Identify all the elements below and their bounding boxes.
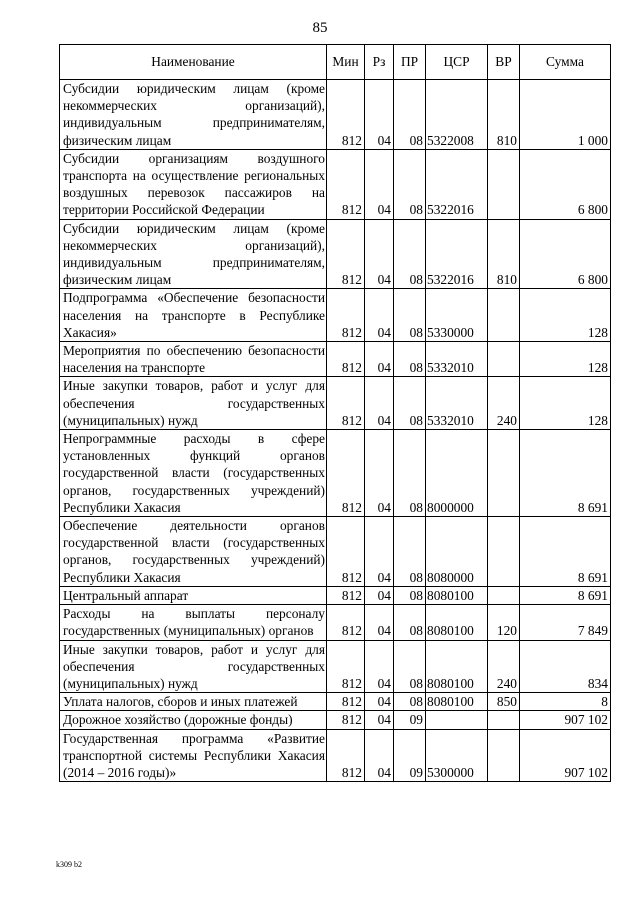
cell-rz: 04 [365,430,394,517]
page-number: 85 [312,20,328,36]
cell-rz: 04 [365,693,394,711]
cell-sum: 907 102 [520,711,611,729]
cell-pr: 08 [394,430,426,517]
cell-name: Обеспечение деятельности органов государственной власти (государственных органов, государственных учреждений) Республики Хакасия [60,517,327,587]
cell-vr: 810 [488,219,520,289]
cell-sum: 8 691 [520,586,611,604]
cell-name: Дорожное хозяйство (дорожные фонды) [60,711,327,729]
header-vr: ВР [488,45,520,80]
table-row [60,80,611,150]
header-pr: ПР [394,45,426,80]
cell-pr: 08 [394,80,426,150]
cell-vr: 810 [488,80,520,150]
cell-vr [488,711,520,729]
cell-rz: 04 [365,640,394,693]
cell-pr: 08 [394,586,426,604]
cell-min: 812 [327,342,365,377]
cell-vr: 850 [488,693,520,711]
cell-sum: 8 691 [520,517,611,587]
cell-name: Подпрограмма «Обеспечение безопасности населения на транспорте в Республике Хакасия» [60,289,327,342]
header-csr: ЦСР [426,45,488,80]
cell-min: 812 [327,640,365,693]
cell-vr [488,729,520,782]
cell-name: Мероприятия по обеспечению безопасности населения на транспорте [60,342,327,377]
cell-pr: 08 [394,693,426,711]
cell-rz: 04 [365,586,394,604]
table-row [60,219,611,289]
cell-csr: 8080100 [426,640,488,693]
cell-vr: 240 [488,377,520,430]
cell-name: Субсидии организациям воздушного транспорта на осуществление региональных воздушных перевозок пассажиров на территории Российской Федерации [60,149,327,219]
table-row [60,342,611,377]
cell-csr [426,711,488,729]
cell-csr: 8000000 [426,430,488,517]
cell-csr: 8080000 [426,517,488,587]
cell-vr [488,289,520,342]
table-row [60,377,611,430]
cell-sum: 128 [520,342,611,377]
cell-min: 812 [327,430,365,517]
cell-pr: 08 [394,342,426,377]
table-row [60,586,611,604]
cell-min: 812 [327,289,365,342]
cell-rz: 04 [365,605,394,640]
cell-rz: 04 [365,289,394,342]
header-min: Мин [327,45,365,80]
cell-vr [488,586,520,604]
cell-pr: 08 [394,605,426,640]
cell-csr: 8080100 [426,605,488,640]
cell-sum: 907 102 [520,729,611,782]
budget-table [59,44,611,782]
cell-min: 812 [327,149,365,219]
cell-name: Государственная программа «Развитие транспортной системы Республики Хакасия (2014 – 2016 годы)» [60,729,327,782]
table-row [60,289,611,342]
cell-csr: 5322016 [426,149,488,219]
cell-csr: 5300000 [426,729,488,782]
cell-rz: 04 [365,729,394,782]
table-header-row [60,45,611,80]
cell-rz: 04 [365,517,394,587]
cell-vr [488,517,520,587]
cell-csr: 8080100 [426,586,488,604]
table-row [60,640,611,693]
cell-csr: 5332010 [426,342,488,377]
cell-name: Иные закупки товаров, работ и услуг для обеспечения государственных (муниципальных) нужд [60,377,327,430]
cell-sum: 6 800 [520,149,611,219]
cell-min: 812 [327,586,365,604]
cell-sum: 8 [520,693,611,711]
cell-name: Уплата налогов, сборов и иных платежей [60,693,327,711]
cell-name: Непрограммные расходы в сфере установленных функций органов государственной власти (государственных органов, государственных учреждений) Республики Хакасия [60,430,327,517]
cell-pr: 08 [394,517,426,587]
footer-code: k309 b2 [56,860,82,869]
cell-rz: 04 [365,149,394,219]
table-row [60,430,611,517]
cell-name: Субсидии юридическим лицам (кроме некоммерческих организаций), индивидуальным предпринимателям, физическим лицам [60,80,327,150]
cell-pr: 09 [394,729,426,782]
cell-sum: 128 [520,289,611,342]
cell-name: Центральный аппарат [60,586,327,604]
header-rz: Рз [365,45,394,80]
cell-name: Иные закупки товаров, работ и услуг для обеспечения государственных (муниципальных) нужд [60,640,327,693]
cell-vr: 120 [488,605,520,640]
cell-csr: 8080100 [426,693,488,711]
cell-rz: 04 [365,80,394,150]
cell-min: 812 [327,377,365,430]
table-row [60,711,611,729]
table-row [60,729,611,782]
cell-sum: 8 691 [520,430,611,517]
cell-min: 812 [327,517,365,587]
table-row [60,693,611,711]
cell-sum: 1 000 [520,80,611,150]
cell-vr: 240 [488,640,520,693]
cell-min: 812 [327,693,365,711]
cell-csr: 5322008 [426,80,488,150]
cell-min: 812 [327,80,365,150]
table-body [60,80,611,782]
table-row [60,149,611,219]
cell-pr: 08 [394,149,426,219]
cell-vr [488,430,520,517]
cell-sum: 7 849 [520,605,611,640]
cell-rz: 04 [365,377,394,430]
cell-csr: 5332010 [426,377,488,430]
cell-name: Расходы на выплаты персоналу государственных (муниципальных) органов [60,605,327,640]
cell-pr: 09 [394,711,426,729]
header-name: Наименование [60,45,327,80]
cell-vr [488,149,520,219]
cell-rz: 04 [365,342,394,377]
cell-pr: 08 [394,219,426,289]
table-row [60,517,611,587]
cell-sum: 834 [520,640,611,693]
cell-vr [488,342,520,377]
cell-csr: 5322016 [426,219,488,289]
table-row [60,605,611,640]
cell-sum: 128 [520,377,611,430]
cell-min: 812 [327,729,365,782]
cell-sum: 6 800 [520,219,611,289]
cell-rz: 04 [365,219,394,289]
cell-pr: 08 [394,640,426,693]
cell-name: Субсидии юридическим лицам (кроме некоммерческих организаций), индивидуальным предпринимателям, физическим лицам [60,219,327,289]
cell-csr: 5330000 [426,289,488,342]
cell-min: 812 [327,605,365,640]
cell-pr: 08 [394,289,426,342]
header-sum: Сумма [520,45,611,80]
cell-min: 812 [327,219,365,289]
cell-min: 812 [327,711,365,729]
cell-rz: 04 [365,711,394,729]
cell-pr: 08 [394,377,426,430]
